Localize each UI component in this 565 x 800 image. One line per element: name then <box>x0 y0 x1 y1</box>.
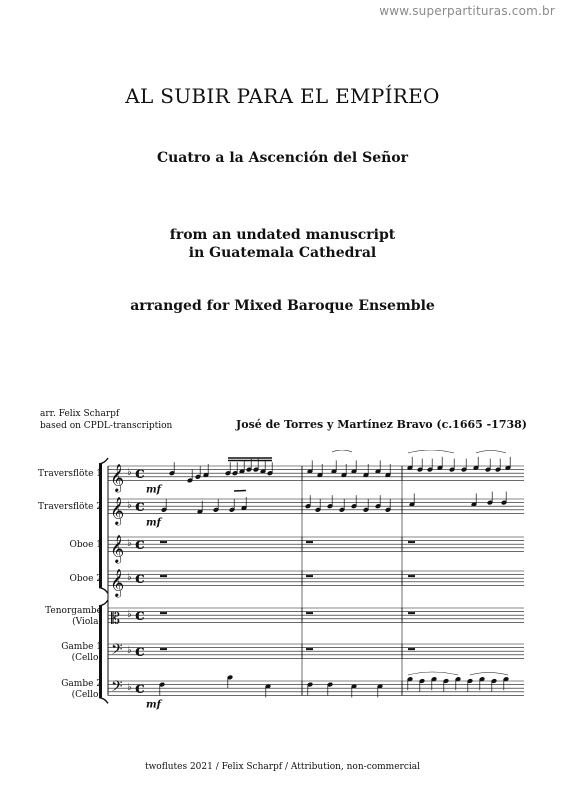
common-time-signature: c <box>135 463 145 483</box>
instrument-subname: (Viola) <box>72 617 102 628</box>
instrument-name: Traversflöte 1 <box>38 469 102 480</box>
instrument-name: Oboe 2 <box>69 574 102 585</box>
whole-rest <box>160 575 167 577</box>
whole-rest <box>160 648 167 650</box>
flat-key-signature-icon: ♭ <box>127 609 132 621</box>
whole-rest <box>408 648 415 650</box>
common-time-signature: c <box>135 568 145 588</box>
common-time-signature: c <box>135 605 145 625</box>
slur <box>408 672 458 675</box>
beam <box>234 491 246 492</box>
slur <box>470 673 508 676</box>
instrument-name: Oboe 1 <box>69 540 102 551</box>
score-system <box>0 450 565 750</box>
instrument-name: Tenorgambe <box>45 606 102 617</box>
source-note <box>0 226 565 262</box>
slur <box>476 451 506 454</box>
common-time-signature: c <box>135 534 145 554</box>
bass-clef-icon: 𝄢 <box>111 640 123 662</box>
whole-rest <box>408 541 415 543</box>
whole-rest <box>408 575 415 577</box>
instrument-name: Gambe 1 <box>61 642 102 653</box>
license-footer: twoflutes 2021 / Felix Scharpf / Attribution, non-commercial <box>144 762 421 772</box>
whole-rest <box>160 541 167 543</box>
dynamic-marking: mf <box>146 699 161 711</box>
whole-rest <box>306 575 313 577</box>
flat-key-signature-icon: ♭ <box>127 538 132 550</box>
slur <box>408 450 454 453</box>
common-time-signature: c <box>135 678 145 698</box>
source-line-2: in Guatemala Cathedral <box>188 245 377 261</box>
piece-title: AL SUBIR PARA EL EMPÍREO <box>125 84 440 108</box>
flat-key-signature-icon: ♭ <box>127 467 132 479</box>
common-time-signature: c <box>135 496 145 516</box>
watermark-text: www.superpartituras.com.br <box>379 4 555 18</box>
instrument-subname: (Cello) <box>71 653 102 664</box>
arranger-credit <box>40 408 172 432</box>
treble-clef-icon: 𝄞 <box>110 496 125 525</box>
dynamic-marking: mf <box>146 484 161 496</box>
strings-bracket-top-hook <box>99 600 108 606</box>
arranger-line-2: based on CPDL-transcription <box>40 421 173 431</box>
whole-rest <box>160 612 167 614</box>
whole-rest <box>408 612 415 614</box>
bass-clef-icon: 𝄢 <box>111 677 123 699</box>
instrument-name: Traversflöte 2 <box>38 502 102 513</box>
woodwind-bracket <box>99 464 102 587</box>
alto-clef-icon: 𝄡 <box>111 608 120 628</box>
slur <box>332 450 352 452</box>
treble-clef-icon: 𝄞 <box>110 534 125 563</box>
whole-rest <box>306 648 313 650</box>
composer-credit: José de Torres y Martínez Bravo (c.1665 -1738) <box>236 418 527 431</box>
whole-rest <box>306 612 313 614</box>
instrument-name: Gambe 2 <box>61 679 102 690</box>
common-time-signature: c <box>135 641 145 661</box>
treble-clef-icon: 𝄞 <box>110 568 125 597</box>
woodwind-bracket-bottom-hook <box>99 587 108 593</box>
flat-key-signature-icon: ♭ <box>127 572 132 584</box>
woodwind-bracket-top-hook <box>99 458 108 464</box>
instrument-subname: (Cello) <box>71 690 102 701</box>
arrangement-note: arranged for Mixed Baroque Ensemble <box>130 298 435 314</box>
treble-clef-icon: 𝄞 <box>110 463 125 492</box>
whole-rest <box>306 541 313 543</box>
flat-key-signature-icon: ♭ <box>127 500 132 512</box>
piece-subtitle: Cuatro a la Ascención del Señor <box>156 150 409 166</box>
arranger-line-1: arr. Felix Scharpf <box>40 409 120 419</box>
flat-key-signature-icon: ♭ <box>127 645 132 657</box>
flat-key-signature-icon: ♭ <box>127 682 132 694</box>
source-line-1: from an undated manuscript <box>169 227 396 243</box>
dynamic-marking: mf <box>146 517 161 529</box>
